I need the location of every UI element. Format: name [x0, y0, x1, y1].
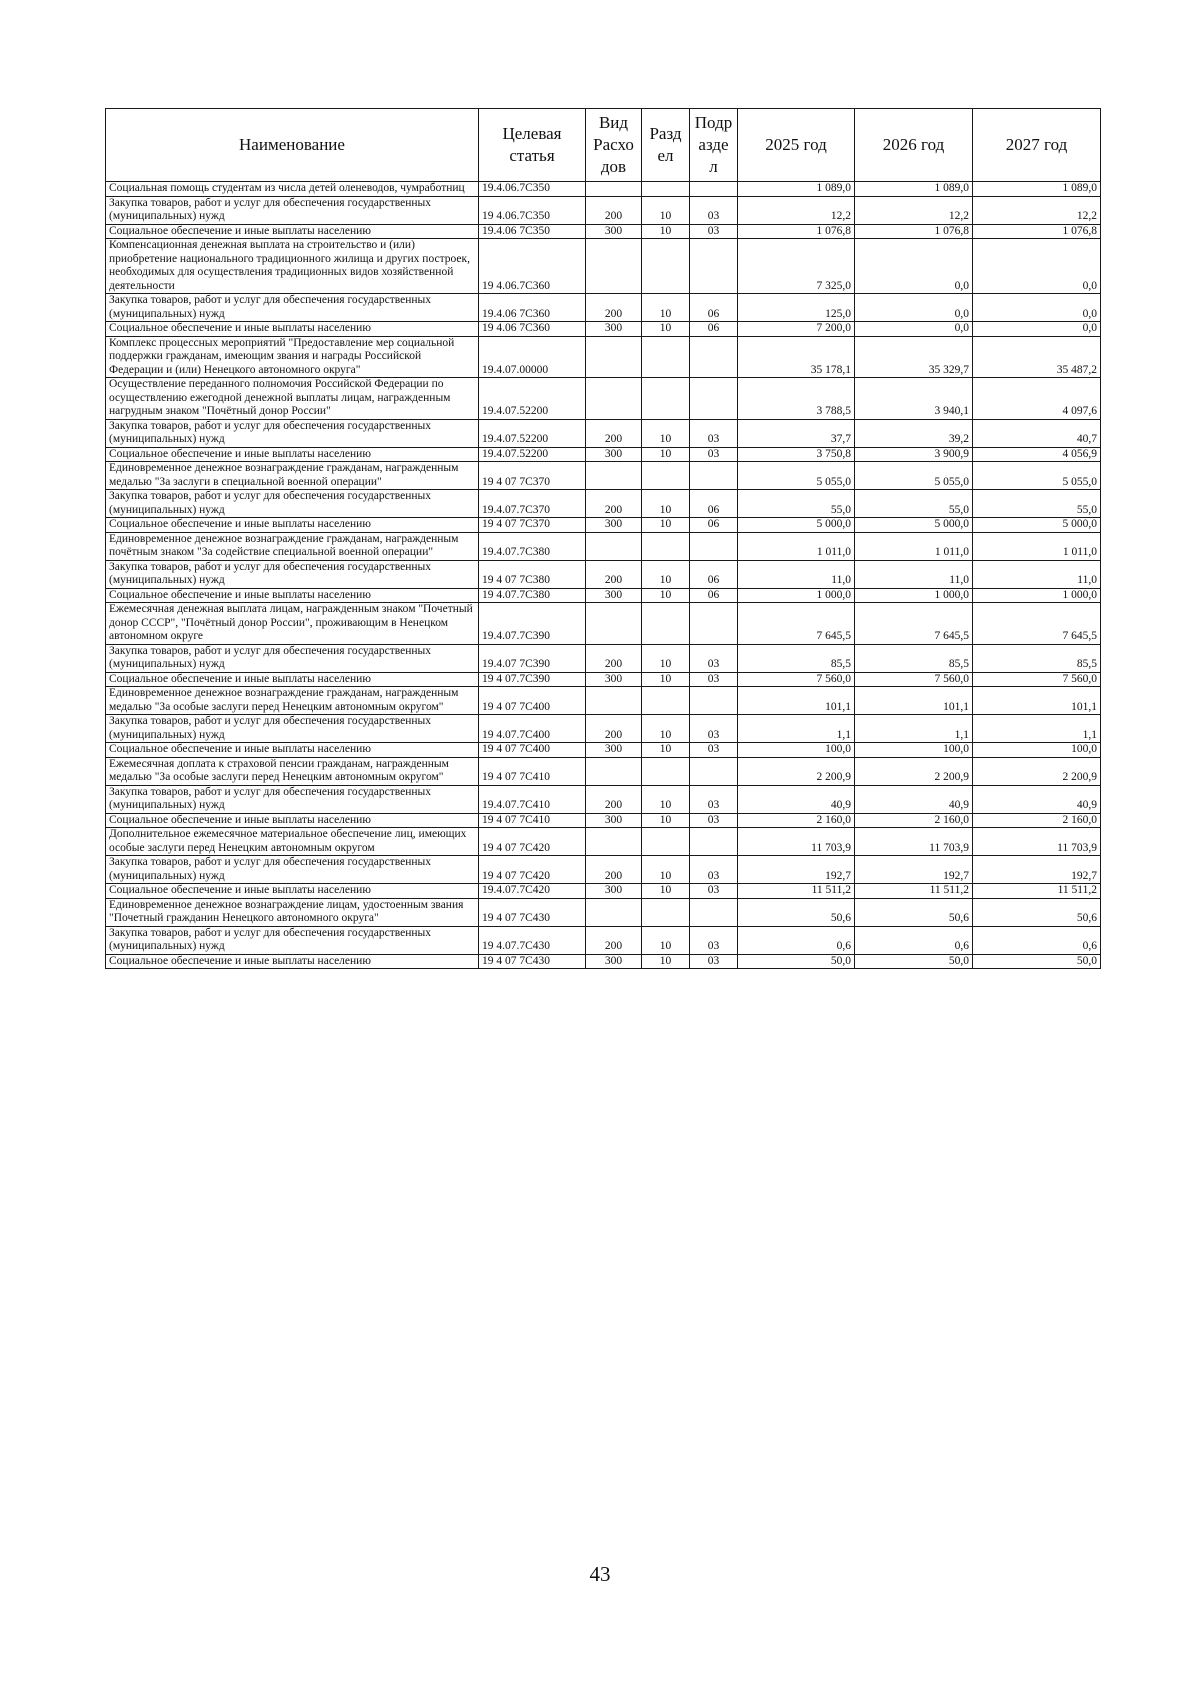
- row-value-2027-cell: 1,1: [973, 715, 1101, 743]
- row-expense-type-cell: [586, 603, 642, 645]
- row-section-cell: [642, 532, 690, 560]
- row-target-article-cell: 19 4 07 7С410: [479, 757, 586, 785]
- row-target-article-cell: 19 4 07 7С400: [479, 687, 586, 715]
- table-row: [106, 294, 1101, 322]
- row-value-2026-cell: 1 000,0: [855, 588, 973, 603]
- row-value-2026-cell: 2 160,0: [855, 813, 973, 828]
- row-section-cell: 10: [642, 419, 690, 447]
- row-expense-type-cell: 200: [586, 294, 642, 322]
- row-name-cell: Единовременное денежное вознаграждение гражданам, награжденным медалью "За особые заслуги перед Ненецким автономным округом": [106, 687, 479, 715]
- row-subsection-cell: 06: [690, 322, 738, 337]
- row-section-cell: 10: [642, 813, 690, 828]
- row-section-cell: 10: [642, 294, 690, 322]
- row-section-cell: [642, 462, 690, 490]
- row-subsection-cell: [690, 182, 738, 197]
- row-value-2026-cell: 39,2: [855, 419, 973, 447]
- row-subsection-cell: [690, 603, 738, 645]
- row-expense-type-cell: 200: [586, 490, 642, 518]
- row-value-2025-cell: 7 560,0: [738, 672, 855, 687]
- row-value-2025-cell: 0,6: [738, 926, 855, 954]
- table-row: [106, 462, 1101, 490]
- row-subsection-cell: 03: [690, 224, 738, 239]
- row-value-2027-cell: 0,6: [973, 926, 1101, 954]
- row-value-2027-cell: 2 200,9: [973, 757, 1101, 785]
- row-value-2027-cell: 50,0: [973, 954, 1101, 969]
- row-value-2026-cell: 1 076,8: [855, 224, 973, 239]
- row-value-2025-cell: 2 160,0: [738, 813, 855, 828]
- row-section-cell: 10: [642, 588, 690, 603]
- row-expense-type-cell: [586, 687, 642, 715]
- row-subsection-cell: 03: [690, 196, 738, 224]
- row-value-2027-cell: 1 000,0: [973, 588, 1101, 603]
- table-row: [106, 336, 1101, 378]
- row-target-article-cell: 19.4.06 7С360: [479, 294, 586, 322]
- row-value-2025-cell: 7 200,0: [738, 322, 855, 337]
- row-value-2025-cell: 50,6: [738, 898, 855, 926]
- row-target-article-cell: 19 4.07.7С400: [479, 715, 586, 743]
- row-target-article-cell: 19 4 07.7С390: [479, 672, 586, 687]
- row-name-cell: Компенсационная денежная выплата на строительство и (или) приобретение национального традиционного жилища и других построек, необходимых для осуществления традиционных видов хозяйственной деятельности: [106, 239, 479, 294]
- row-value-2025-cell: 2 200,9: [738, 757, 855, 785]
- table-row: [106, 588, 1101, 603]
- row-expense-type-cell: 300: [586, 672, 642, 687]
- row-value-2027-cell: 50,6: [973, 898, 1101, 926]
- header-section: Разд ел: [642, 109, 690, 182]
- table-row: [106, 743, 1101, 758]
- row-value-2026-cell: 192,7: [855, 856, 973, 884]
- row-subsection-cell: [690, 336, 738, 378]
- row-expense-type-cell: [586, 378, 642, 420]
- table-row: [106, 182, 1101, 197]
- row-section-cell: 10: [642, 518, 690, 533]
- row-subsection-cell: 03: [690, 672, 738, 687]
- row-name-cell: Закупка товаров, работ и услуг для обеспечения государственных (муниципальных) нужд: [106, 490, 479, 518]
- row-value-2025-cell: 1 011,0: [738, 532, 855, 560]
- row-target-article-cell: 19.4.07.7С390: [479, 603, 586, 645]
- row-expense-type-cell: [586, 462, 642, 490]
- row-value-2026-cell: 1,1: [855, 715, 973, 743]
- table-row: [106, 518, 1101, 533]
- row-subsection-cell: 03: [690, 926, 738, 954]
- row-name-cell: Закупка товаров, работ и услуг для обеспечения государственных (муниципальных) нужд: [106, 196, 479, 224]
- row-value-2025-cell: 3 750,8: [738, 447, 855, 462]
- row-target-article-cell: 19.4.07.00000: [479, 336, 586, 378]
- row-subsection-cell: 06: [690, 294, 738, 322]
- row-value-2026-cell: 85,5: [855, 644, 973, 672]
- row-value-2026-cell: 100,0: [855, 743, 973, 758]
- table-row: [106, 715, 1101, 743]
- row-value-2026-cell: 7 560,0: [855, 672, 973, 687]
- row-target-article-cell: 19.4.07.7С370: [479, 490, 586, 518]
- row-value-2027-cell: 40,7: [973, 419, 1101, 447]
- table-row: [106, 419, 1101, 447]
- row-value-2025-cell: 12,2: [738, 196, 855, 224]
- row-expense-type-cell: 200: [586, 785, 642, 813]
- row-section-cell: 10: [642, 884, 690, 899]
- row-target-article-cell: 19.4.07.7С380: [479, 532, 586, 560]
- row-subsection-cell: 06: [690, 490, 738, 518]
- row-target-article-cell: 19 4 07 7С430: [479, 954, 586, 969]
- row-value-2027-cell: 1 011,0: [973, 532, 1101, 560]
- table-row: [106, 813, 1101, 828]
- row-target-article-cell: 19.4.07.52200: [479, 447, 586, 462]
- row-section-cell: 10: [642, 715, 690, 743]
- row-subsection-cell: 03: [690, 419, 738, 447]
- row-target-article-cell: 19 4.06 7С360: [479, 322, 586, 337]
- row-expense-type-cell: 300: [586, 447, 642, 462]
- row-section-cell: 10: [642, 224, 690, 239]
- row-target-article-cell: 19 4.07.7С430: [479, 926, 586, 954]
- row-target-article-cell: 19.4.06 7С350: [479, 224, 586, 239]
- row-value-2025-cell: 5 055,0: [738, 462, 855, 490]
- row-name-cell: Дополнительное ежемесячное материальное обеспечение лиц, имеющих особые заслуги перед Ненецким автономным округом: [106, 828, 479, 856]
- row-value-2025-cell: 50,0: [738, 954, 855, 969]
- row-value-2026-cell: 5 055,0: [855, 462, 973, 490]
- row-value-2026-cell: 55,0: [855, 490, 973, 518]
- table-row: [106, 828, 1101, 856]
- row-section-cell: 10: [642, 490, 690, 518]
- row-value-2025-cell: 1 000,0: [738, 588, 855, 603]
- row-value-2027-cell: 0,0: [973, 239, 1101, 294]
- header-subsection: Подр азде л: [690, 109, 738, 182]
- row-value-2027-cell: 1 089,0: [973, 182, 1101, 197]
- row-value-2027-cell: 1 076,8: [973, 224, 1101, 239]
- table-row: [106, 757, 1101, 785]
- row-target-article-cell: 19 4 07 7С370: [479, 518, 586, 533]
- table-row: [106, 687, 1101, 715]
- table-body: [106, 182, 1101, 969]
- header-year-2027: 2027 год: [973, 109, 1101, 182]
- row-value-2027-cell: 11,0: [973, 560, 1101, 588]
- row-value-2025-cell: 100,0: [738, 743, 855, 758]
- row-target-article-cell: 19 4 07 7С370: [479, 462, 586, 490]
- table-row: [106, 603, 1101, 645]
- table-row: [106, 560, 1101, 588]
- row-value-2026-cell: 11 511,2: [855, 884, 973, 899]
- row-expense-type-cell: [586, 239, 642, 294]
- row-name-cell: Социальное обеспечение и иные выплаты населению: [106, 813, 479, 828]
- row-value-2026-cell: 0,0: [855, 322, 973, 337]
- row-value-2025-cell: 7 325,0: [738, 239, 855, 294]
- row-name-cell: Социальное обеспечение и иные выплаты населению: [106, 588, 479, 603]
- row-value-2026-cell: 0,6: [855, 926, 973, 954]
- row-value-2027-cell: 12,2: [973, 196, 1101, 224]
- row-value-2027-cell: 0,0: [973, 322, 1101, 337]
- row-expense-type-cell: 200: [586, 856, 642, 884]
- row-target-article-cell: 19.4.07.52200: [479, 378, 586, 420]
- row-value-2026-cell: 50,0: [855, 954, 973, 969]
- header-year-2025: 2025 год: [738, 109, 855, 182]
- row-value-2026-cell: 1 011,0: [855, 532, 973, 560]
- row-value-2025-cell: 37,7: [738, 419, 855, 447]
- row-expense-type-cell: 300: [586, 588, 642, 603]
- row-value-2026-cell: 0,0: [855, 239, 973, 294]
- row-name-cell: Осуществление переданного полномочия Российской Федерации по осуществлению ежегодной денежной выплаты лицам, награжденным нагрудным знаком "Почётный донор России": [106, 378, 479, 420]
- row-expense-type-cell: 300: [586, 743, 642, 758]
- row-target-article-cell: 19 4.07.7С380: [479, 588, 586, 603]
- row-name-cell: Социальное обеспечение и иные выплаты населению: [106, 322, 479, 337]
- row-name-cell: Социальное обеспечение и иные выплаты населению: [106, 743, 479, 758]
- row-subsection-cell: [690, 378, 738, 420]
- row-expense-type-cell: 300: [586, 518, 642, 533]
- row-section-cell: 10: [642, 322, 690, 337]
- row-target-article-cell: 19 4 07 7С420: [479, 828, 586, 856]
- table-row: [106, 447, 1101, 462]
- row-section-cell: [642, 687, 690, 715]
- row-name-cell: Единовременное денежное вознаграждение гражданам, награжденным медалью "За заслуги в специальной военной операции": [106, 462, 479, 490]
- row-expense-type-cell: 200: [586, 419, 642, 447]
- row-section-cell: [642, 239, 690, 294]
- header-expense-type: Вид Расхо дов: [586, 109, 642, 182]
- row-target-article-cell: 19 4.06.7С360: [479, 239, 586, 294]
- row-target-article-cell: 19 4 07 7С380: [479, 560, 586, 588]
- row-value-2027-cell: 192,7: [973, 856, 1101, 884]
- row-name-cell: Единовременное денежное вознаграждение гражданам, награжденным почётным знаком "За содействие специальной военной операции": [106, 532, 479, 560]
- row-section-cell: [642, 898, 690, 926]
- row-name-cell: Закупка товаров, работ и услуг для обеспечения государственных (муниципальных) нужд: [106, 560, 479, 588]
- row-expense-type-cell: 300: [586, 322, 642, 337]
- row-subsection-cell: 06: [690, 588, 738, 603]
- row-name-cell: Закупка товаров, работ и услуг для обеспечения государственных (муниципальных) нужд: [106, 644, 479, 672]
- table-row: [106, 239, 1101, 294]
- row-subsection-cell: 03: [690, 884, 738, 899]
- row-expense-type-cell: 300: [586, 884, 642, 899]
- row-value-2027-cell: 35 487,2: [973, 336, 1101, 378]
- row-section-cell: 10: [642, 743, 690, 758]
- row-section-cell: 10: [642, 447, 690, 462]
- row-section-cell: [642, 757, 690, 785]
- row-subsection-cell: 03: [690, 785, 738, 813]
- row-value-2027-cell: 0,0: [973, 294, 1101, 322]
- row-target-article-cell: 19.4.07 7С390: [479, 644, 586, 672]
- row-name-cell: Социальная помощь студентам из числа детей оленеводов, чумработниц: [106, 182, 479, 197]
- row-value-2026-cell: 3 940,1: [855, 378, 973, 420]
- row-name-cell: Комплекс процессных мероприятий "Предоставление мер социальной поддержки гражданам, имеющим звания и награды Российской Федерации и (или) Ненецкого автономного округа": [106, 336, 479, 378]
- row-name-cell: Социальное обеспечение и иные выплаты населению: [106, 224, 479, 239]
- row-value-2026-cell: 11,0: [855, 560, 973, 588]
- row-value-2027-cell: 55,0: [973, 490, 1101, 518]
- row-subsection-cell: [690, 532, 738, 560]
- table-row: [106, 532, 1101, 560]
- header-name: Наименование: [106, 109, 479, 182]
- row-expense-type-cell: 200: [586, 560, 642, 588]
- table-row: [106, 224, 1101, 239]
- row-name-cell: Социальное обеспечение и иные выплаты населению: [106, 954, 479, 969]
- row-name-cell: Закупка товаров, работ и услуг для обеспечения государственных (муниципальных) нужд: [106, 294, 479, 322]
- row-value-2025-cell: 5 000,0: [738, 518, 855, 533]
- row-value-2025-cell: 125,0: [738, 294, 855, 322]
- page-number: 43: [589, 1562, 611, 1586]
- row-subsection-cell: [690, 239, 738, 294]
- row-subsection-cell: [690, 687, 738, 715]
- table-row: [106, 898, 1101, 926]
- row-value-2026-cell: 40,9: [855, 785, 973, 813]
- row-value-2025-cell: 40,9: [738, 785, 855, 813]
- row-section-cell: [642, 828, 690, 856]
- header-target-article: Целевая статья: [479, 109, 586, 182]
- row-name-cell: Закупка товаров, работ и услуг для обеспечения государственных (муниципальных) нужд: [106, 926, 479, 954]
- row-subsection-cell: [690, 462, 738, 490]
- row-value-2025-cell: 1,1: [738, 715, 855, 743]
- row-target-article-cell: 19 4 07 7С430: [479, 898, 586, 926]
- row-section-cell: [642, 378, 690, 420]
- table-row: [106, 856, 1101, 884]
- row-name-cell: Социальное обеспечение и иные выплаты населению: [106, 447, 479, 462]
- row-value-2027-cell: 2 160,0: [973, 813, 1101, 828]
- row-value-2025-cell: 1 089,0: [738, 182, 855, 197]
- row-target-article-cell: 19.4.07.7С420: [479, 884, 586, 899]
- row-expense-type-cell: 300: [586, 954, 642, 969]
- row-value-2027-cell: 4 056,9: [973, 447, 1101, 462]
- row-expense-type-cell: 200: [586, 644, 642, 672]
- row-expense-type-cell: [586, 757, 642, 785]
- row-section-cell: 10: [642, 672, 690, 687]
- row-subsection-cell: 03: [690, 813, 738, 828]
- row-name-cell: Социальное обеспечение и иные выплаты населению: [106, 884, 479, 899]
- row-value-2026-cell: 50,6: [855, 898, 973, 926]
- row-name-cell: Закупка товаров, работ и услуг для обеспечения государственных (муниципальных) нужд: [106, 785, 479, 813]
- table-row: [106, 926, 1101, 954]
- row-section-cell: 10: [642, 644, 690, 672]
- row-value-2025-cell: 7 645,5: [738, 603, 855, 645]
- row-value-2025-cell: 192,7: [738, 856, 855, 884]
- row-value-2026-cell: 1 089,0: [855, 182, 973, 197]
- row-value-2025-cell: 35 178,1: [738, 336, 855, 378]
- table-row: [106, 785, 1101, 813]
- row-section-cell: [642, 336, 690, 378]
- row-name-cell: Социальное обеспечение и иные выплаты населению: [106, 672, 479, 687]
- row-expense-type-cell: [586, 532, 642, 560]
- row-value-2027-cell: 7 645,5: [973, 603, 1101, 645]
- row-value-2027-cell: 5 000,0: [973, 518, 1101, 533]
- row-subsection-cell: 03: [690, 856, 738, 884]
- row-target-article-cell: 19.4.07.52200: [479, 419, 586, 447]
- row-value-2027-cell: 11 511,2: [973, 884, 1101, 899]
- row-value-2025-cell: 1 076,8: [738, 224, 855, 239]
- table-row: [106, 378, 1101, 420]
- row-expense-type-cell: [586, 182, 642, 197]
- row-expense-type-cell: 200: [586, 926, 642, 954]
- row-expense-type-cell: 200: [586, 715, 642, 743]
- row-subsection-cell: 03: [690, 447, 738, 462]
- table-row: [106, 884, 1101, 899]
- row-subsection-cell: [690, 828, 738, 856]
- row-value-2026-cell: 5 000,0: [855, 518, 973, 533]
- row-section-cell: 10: [642, 954, 690, 969]
- row-value-2025-cell: 3 788,5: [738, 378, 855, 420]
- row-value-2027-cell: 5 055,0: [973, 462, 1101, 490]
- row-name-cell: Закупка товаров, работ и услуг для обеспечения государственных (муниципальных) нужд: [106, 419, 479, 447]
- table-row: [106, 490, 1101, 518]
- row-name-cell: Ежемесячная доплата к страховой пенсии гражданам, награжденным медалью "За особые заслуги перед Ненецким автономным округом": [106, 757, 479, 785]
- row-value-2027-cell: 4 097,6: [973, 378, 1101, 420]
- row-value-2026-cell: 7 645,5: [855, 603, 973, 645]
- row-name-cell: Закупка товаров, работ и услуг для обеспечения государственных (муниципальных) нужд: [106, 856, 479, 884]
- row-value-2026-cell: 3 900,9: [855, 447, 973, 462]
- header-year-2026: 2026 год: [855, 109, 973, 182]
- row-subsection-cell: [690, 757, 738, 785]
- row-name-cell: Социальное обеспечение и иные выплаты населению: [106, 518, 479, 533]
- row-value-2027-cell: 101,1: [973, 687, 1101, 715]
- row-value-2026-cell: 101,1: [855, 687, 973, 715]
- row-section-cell: [642, 603, 690, 645]
- row-subsection-cell: 03: [690, 743, 738, 758]
- row-value-2025-cell: 11 511,2: [738, 884, 855, 899]
- row-value-2026-cell: 2 200,9: [855, 757, 973, 785]
- row-target-article-cell: 19 4 07 7С410: [479, 813, 586, 828]
- row-subsection-cell: [690, 898, 738, 926]
- budget-table: [105, 108, 1101, 969]
- table-row: [106, 322, 1101, 337]
- row-name-cell: Закупка товаров, работ и услуг для обеспечения государственных (муниципальных) нужд: [106, 715, 479, 743]
- row-section-cell: 10: [642, 856, 690, 884]
- row-subsection-cell: 03: [690, 715, 738, 743]
- row-value-2025-cell: 85,5: [738, 644, 855, 672]
- row-value-2027-cell: 40,9: [973, 785, 1101, 813]
- row-value-2027-cell: 7 560,0: [973, 672, 1101, 687]
- row-section-cell: 10: [642, 785, 690, 813]
- row-section-cell: 10: [642, 560, 690, 588]
- row-name-cell: Ежемесячная денежная выплата лицам, награжденным знаком "Почетный донор СССР", "Почётный донор России", проживающим в Ненецком автономном округе: [106, 603, 479, 645]
- row-expense-type-cell: [586, 336, 642, 378]
- row-value-2025-cell: 11,0: [738, 560, 855, 588]
- row-expense-type-cell: [586, 898, 642, 926]
- row-value-2025-cell: 11 703,9: [738, 828, 855, 856]
- row-value-2026-cell: 11 703,9: [855, 828, 973, 856]
- row-subsection-cell: 03: [690, 954, 738, 969]
- row-expense-type-cell: 300: [586, 224, 642, 239]
- row-subsection-cell: 03: [690, 644, 738, 672]
- row-target-article-cell: 19.4.06.7С350: [479, 182, 586, 197]
- row-value-2026-cell: 0,0: [855, 294, 973, 322]
- row-expense-type-cell: [586, 828, 642, 856]
- row-target-article-cell: 19.4.07.7С410: [479, 785, 586, 813]
- table-row: [106, 196, 1101, 224]
- row-subsection-cell: 06: [690, 560, 738, 588]
- row-section-cell: 10: [642, 196, 690, 224]
- row-section-cell: [642, 182, 690, 197]
- row-value-2027-cell: 85,5: [973, 644, 1101, 672]
- row-expense-type-cell: 300: [586, 813, 642, 828]
- row-subsection-cell: 06: [690, 518, 738, 533]
- table-header-row: [106, 109, 1101, 182]
- row-name-cell: Единовременное денежное вознаграждение лицам, удостоенным звания "Почетный гражданин Ненецкого автономного округа": [106, 898, 479, 926]
- row-value-2026-cell: 35 329,7: [855, 336, 973, 378]
- row-value-2027-cell: 11 703,9: [973, 828, 1101, 856]
- row-value-2025-cell: 55,0: [738, 490, 855, 518]
- table-row: [106, 954, 1101, 969]
- row-value-2027-cell: 100,0: [973, 743, 1101, 758]
- row-target-article-cell: 19 4 07 7С420: [479, 856, 586, 884]
- row-target-article-cell: 19 4 07 7С400: [479, 743, 586, 758]
- table-row: [106, 644, 1101, 672]
- row-section-cell: 10: [642, 926, 690, 954]
- row-target-article-cell: 19 4.06.7С350: [479, 196, 586, 224]
- row-value-2026-cell: 12,2: [855, 196, 973, 224]
- row-value-2025-cell: 101,1: [738, 687, 855, 715]
- row-expense-type-cell: 200: [586, 196, 642, 224]
- table-row: [106, 672, 1101, 687]
